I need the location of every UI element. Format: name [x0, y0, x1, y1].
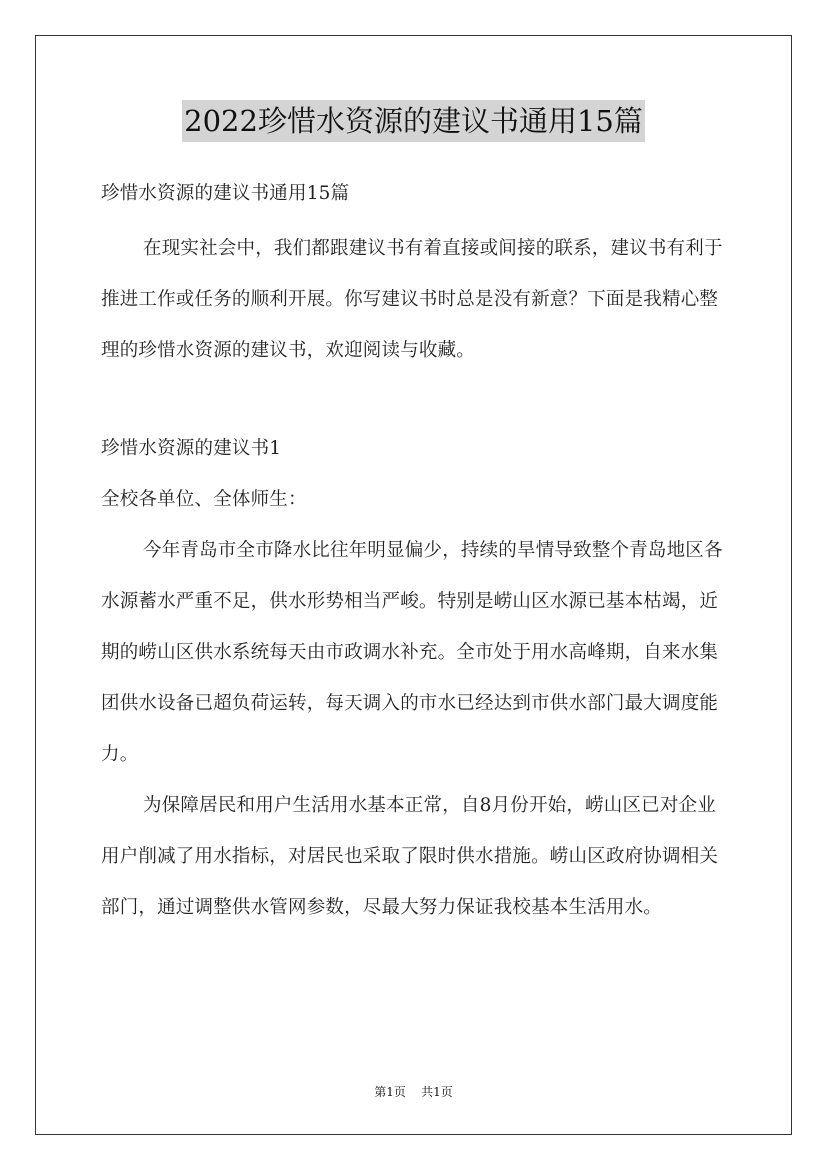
page-number: 第1页 — [374, 1085, 406, 1099]
body-paragraph-2: 为保障居民和用户生活用水基本正常，自8月份开始，崂山区已对企业用户削减了用水指标，对居民也采取了限时供水措施。崂山区政府协调相关部门，通过调整供水管网参数，尽最大努力保证我校基本生活用水。 — [101, 795, 719, 918]
salutation: 全校各单位、全体师生： — [101, 489, 307, 510]
intro-paragraph: 在现实社会中，我们都跟建议书有着直接或间接的联系，建议书有利于推进工作或任务的顺利开展。你写建议书时总是没有新意？下面是我精心整理的珍惜水资源的建议书，欢迎阅读与收藏。 — [101, 238, 723, 361]
document-subtitle: 珍惜水资源的建议书通用15篇 — [101, 183, 350, 204]
section-heading: 珍惜水资源的建议书1 — [101, 438, 282, 459]
title-container — [0, 100, 827, 142]
page-total: 共1页 — [421, 1085, 453, 1099]
document-body — [101, 168, 727, 933]
body-paragraph-1: 今年青岛市全市降水比往年明显偏少，持续的旱情导致整个青岛地区各水源蓄水严重不足，供水形势相当严峻。特别是崂山区水源已基本枯竭，近期的崂山区供水系统每天由市政调水补充。全市处于用水高峰期，自来水集团供水设备已超负荷运转，每天调入的市水已经达到市供水部门最大调度能力。 — [101, 540, 723, 765]
document-title: 2022珍惜水资源的建议书通用15篇 — [182, 100, 645, 142]
page-footer — [0, 1083, 827, 1100]
